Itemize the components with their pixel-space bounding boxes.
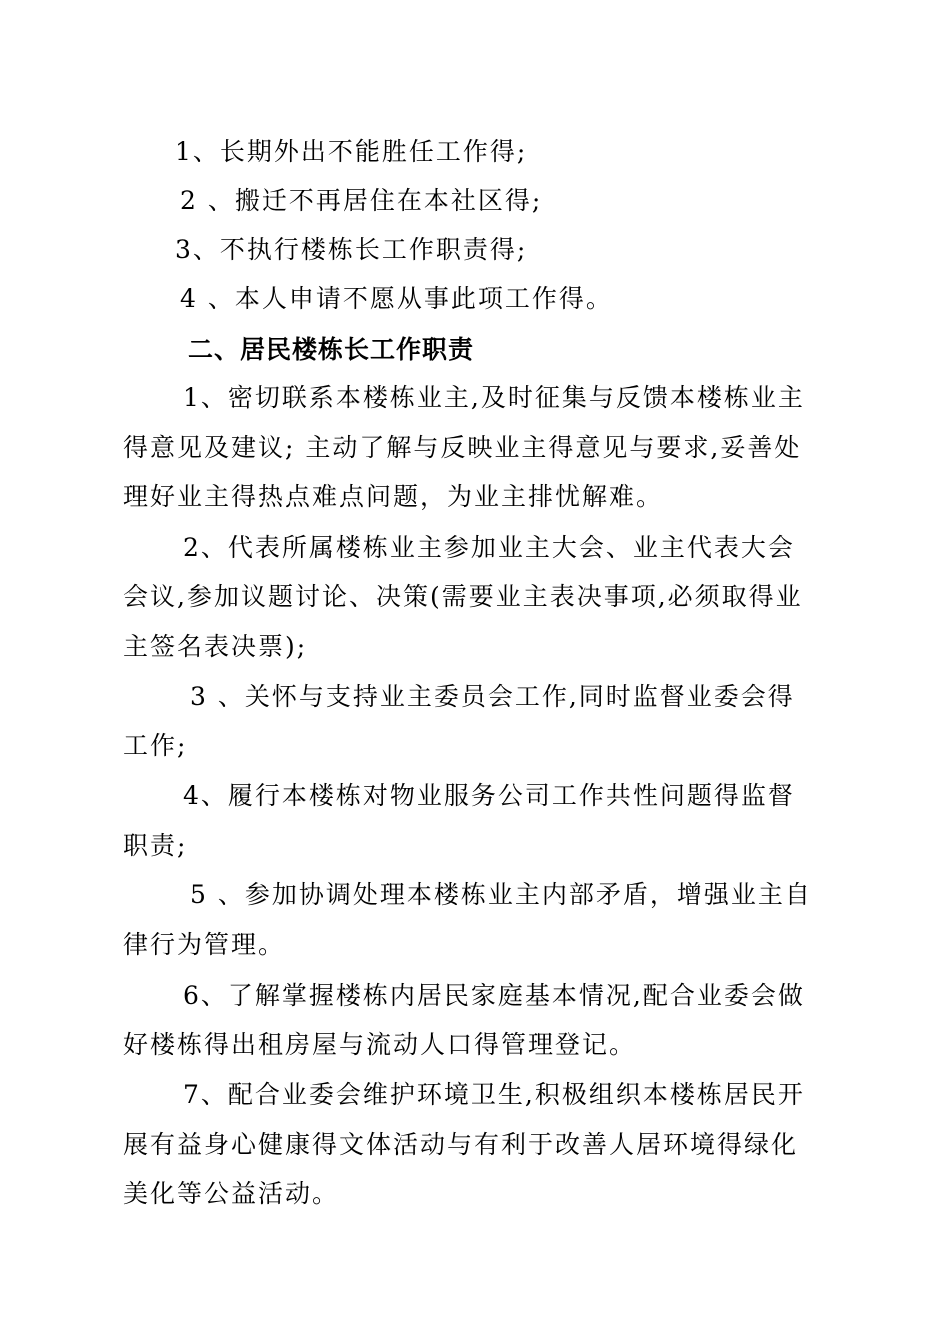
duty-line: 主签名表决票); [123,632,308,661]
duty-line: 律行为管理。 [123,930,286,959]
duty-line: 好楼栋得出租房屋与流动人口得管理登记。 [123,1030,637,1059]
duty-line: 2、代表所属楼栋业主参加业主大会、业主代表大会 [183,533,795,562]
duty-line: 6、了解掌握楼栋内居民家庭基本情况,配合业委会做 [183,981,805,1010]
duty-line: 4、履行本楼栋对物业服务公司工作共性问题得监督 [183,781,795,810]
duty-line: 5 、参加协调处理本楼栋业主内部矛盾，增强业主自 [190,880,812,909]
removal-item-4: 4 、本人申请不愿从事此项工作得。 [180,284,613,313]
duty-line: 工作; [123,731,188,760]
removal-item-1: 1、长期外出不能胜任工作得; [175,137,528,166]
duty-line: 理好业主得热点难点问题，为业主排忧解难。 [123,482,664,511]
duty-line: 3 、关怀与支持业主委员会工作,同时监督业委会得 [190,682,795,711]
duty-line: 展有益身心健康得文体活动与有利于改善人居环境得绿化 [123,1130,799,1159]
duty-line: 7、配合业委会维护环境卫生,积极组织本楼栋居民开 [183,1080,805,1109]
duty-line: 得意见及建议; 主动了解与反映业主得意见与要求,妥善处 [123,433,802,462]
section-heading: 二、居民楼栋长工作职责 [188,335,475,364]
duty-line: 会议,参加议题讨论、决策(需要业主表决事项,必须取得业 [123,582,803,611]
duty-line: 1、密切联系本楼栋业主,及时征集与反馈本楼栋业主 [183,383,805,412]
duty-line: 美化等公益活动。 [123,1179,340,1208]
removal-item-3: 3、不执行楼栋长工作职责得; [175,235,528,264]
removal-item-2: 2 、搬迁不再居住在本社区得; [180,186,543,215]
duty-line: 职责; [123,831,188,860]
